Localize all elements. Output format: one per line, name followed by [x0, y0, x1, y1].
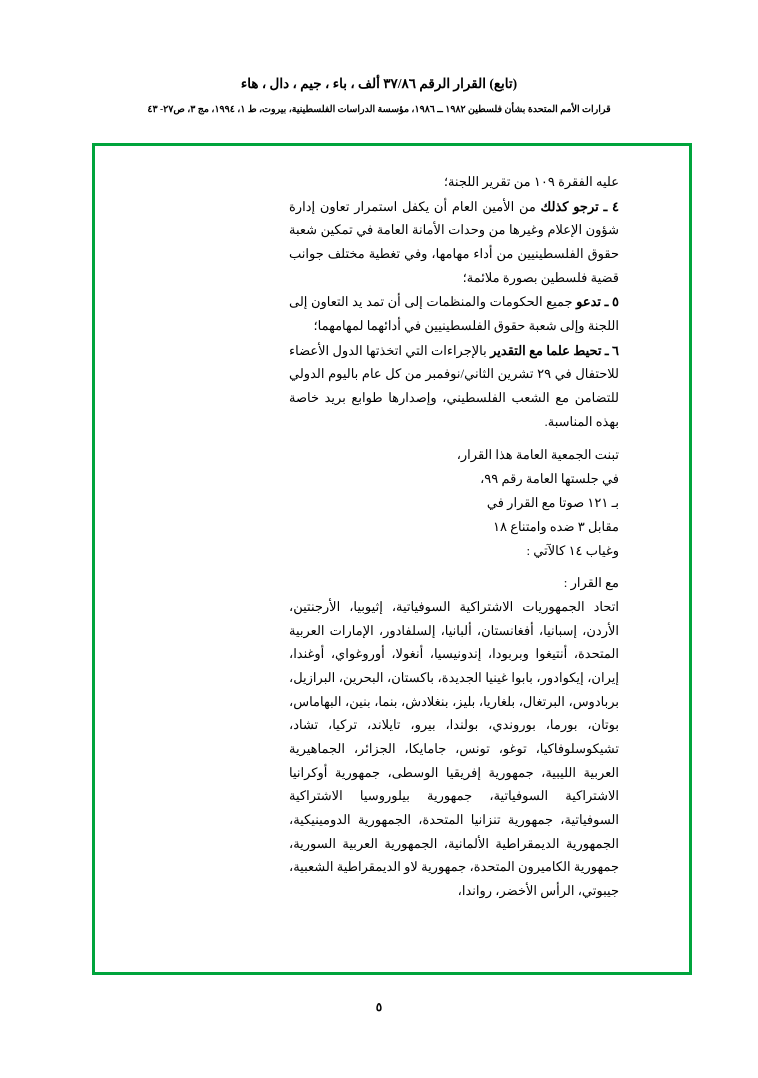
- paragraph-4-lead: ٤ ـ ترجو كذلك: [540, 198, 620, 214]
- paragraph-6-text: بالإجراءات التي اتخذتها الدول الأعضاء للاحتفال في ٢٩ تشرين الثاني/نوفمبر من كل عام باليوم الدولي للتضامن مع الشعب الفلسطيني، وإصدارها طوابع بريد خاصة بهذه المناسبة.: [289, 342, 619, 429]
- in-favour-list-heading: [289, 571, 619, 902]
- vote-line-against-abstain: مقابل ٣ ضده وامتناع ١٨: [492, 519, 619, 535]
- vote-line-adopted: تبنت الجمعية العامة هذا القرار،: [456, 447, 619, 463]
- paragraph-5-lead: ٥ ـ تدعو: [576, 294, 619, 310]
- in-favour-country-list: [289, 571, 619, 902]
- vote-line-meeting: في جلستها العامة رقم ٩٩،: [480, 471, 619, 487]
- document-body: [289, 170, 619, 903]
- paragraph-4-text: من الأمين العام أن يكفل استمرار تعاون إدارة شؤون الإعلام وغيرها من وحدات الأمانة العامة في تمكين شعبة حقوق الفلسطينيين من أداء مهامها، وفي تغطية مختلف جوانب قضية فلسطين بصورة ملائمة؛: [289, 198, 619, 285]
- paragraph-continuation: عليه الفقرة ١٠٩ من تقرير اللجنة؛: [443, 174, 619, 189]
- paragraph-4: [289, 195, 619, 290]
- vote-line-absent: وغياب ١٤ كالآتي :: [526, 543, 619, 559]
- page-number: ٥: [375, 1000, 383, 1014]
- content-frame: [92, 143, 692, 975]
- paragraph-6: [289, 339, 619, 434]
- paragraph-6-lead: ٦ ـ تحيط علما مع التقدير: [490, 342, 620, 358]
- document-source-citation: قرارات الأمم المتحدة بشأن فلسطين ١٩٨٢ ــ ١٩٨٦، مؤسسة الدراسات الفلسطينية، بيروت، ط ١، ١٩٩٤، مج ٣، ص٢٧- ٤٣: [147, 105, 611, 115]
- vote-line-in-favour: بـ ١٢١ صوتا مع القرار في: [486, 495, 619, 511]
- paragraph-5-text: جميع الحكومات والمنظمات إلى أن تمد يد التعاون إلى اللجنة وإلى شعبة حقوق الفلسطينيين في أدائهما لمهامهما؛: [289, 294, 619, 333]
- in-favour-separator: :: [563, 575, 568, 591]
- in-favour-label: مع القرار: [570, 575, 619, 591]
- vote-summary: [289, 443, 619, 563]
- page-title: (تابع) القرار الرقم ٣٧/٨٦ ألف ، باء ، جيم ، دال ، هاء: [240, 76, 518, 91]
- in-favour-countries: اتحاد الجمهوريات الاشتراكية السوفياتية، إثيوبيا، الأرجنتين، الأردن، إسبانيا، أفغانستان، ألبانيا، إلسلفادور، الإمارات العربية المتحدة، أنتيغوا وبربودا، إندونيسيا، أنغولا، أوروغواي، أوغندا، إيران، إيكوادور، بابوا غينيا الجديدة، باكستان، البحرين، البرازيل، بربادوس، البرتغال، بلغاريا، بليز، بنغلادش، بنما، بنين، البهاماس، بوتان، بورما، بوروندي، بولندا، بيرو، تايلاند، تركيا، تشاد، تشيكوسلوفاكيا، توغو، تونس، جامايكا، الجزائر، الجماهيرية العربية الليبية، جمهورية إفريقيا الوسطى، جمهورية أوكرانيا الاشتراكية السوفياتية، جمهورية بيلوروسيا الاشتراكية السوفياتية، جمهورية تنزانيا المتحدة، الجمهورية الدومينيكية، الجمهورية الديمقراطية الألمانية، الجمهورية العربية السورية، جمهورية الكاميرون المتحدة، جمهورية لاو الديمقراطية الشعبية، جيبوتي، الرأس الأخضر، رواندا،: [289, 599, 619, 898]
- paragraph-5: [289, 290, 619, 337]
